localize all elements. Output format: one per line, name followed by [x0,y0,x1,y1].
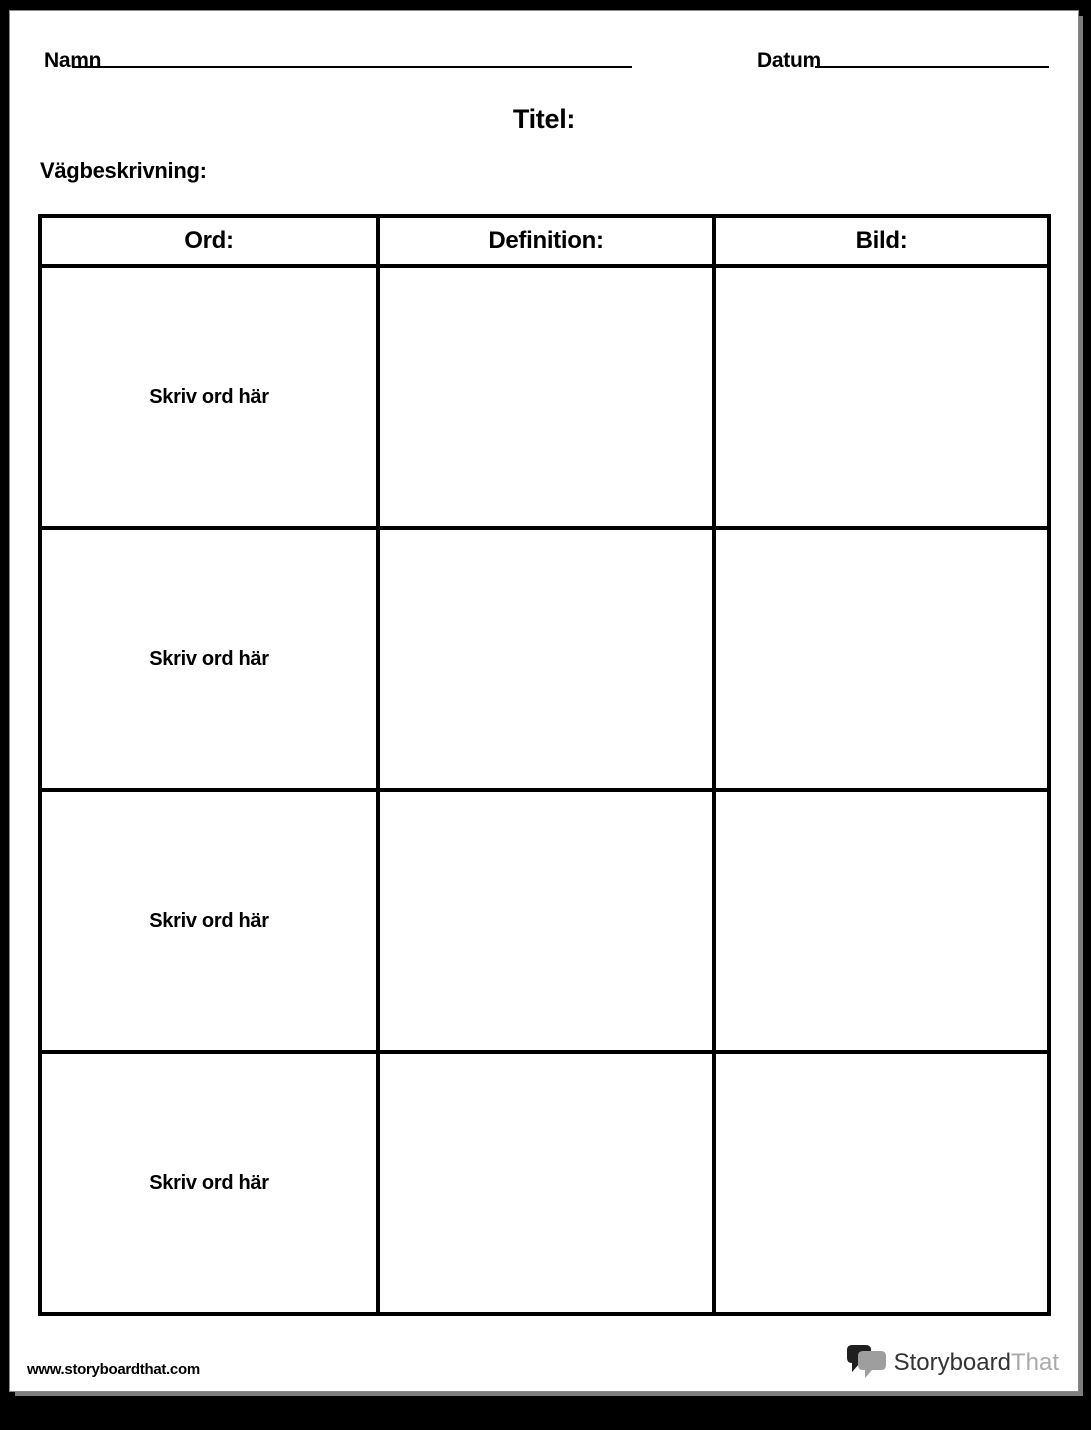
logo-text-primary: Storyboard [893,1349,1011,1376]
vocabulary-table [38,214,1051,1316]
table-row [40,528,1049,790]
name-label: Namn [44,49,102,72]
word-cell: Skriv ord här [40,266,378,528]
definition-cell [378,266,714,528]
image-cell [714,790,1049,1052]
title-label: Titel: [512,104,576,134]
name-fill-line [72,66,632,68]
worksheet-page [10,11,1078,1391]
definition-cell [378,790,714,1052]
speech-bubbles-icon [846,1344,888,1382]
storyboardthat-logo [846,1344,1059,1382]
definition-cell [378,1052,714,1314]
website-url: www.storyboardthat.com [27,1361,200,1378]
column-header-word: Ord: [40,216,378,266]
date-label: Datum [757,49,821,72]
column-header-image: Bild: [714,216,1049,266]
table-row [40,266,1049,528]
image-cell [714,266,1049,528]
word-cell: Skriv ord här [40,790,378,1052]
column-header-definition: Definition: [378,216,714,266]
word-cell: Skriv ord här [40,1052,378,1314]
logo-text-secondary: That [1010,1349,1059,1376]
date-fill-line [815,66,1049,68]
directions-label: Vägbeskrivning: [40,158,207,183]
table-row [40,1052,1049,1314]
word-cell: Skriv ord här [40,528,378,790]
image-cell [714,1052,1049,1314]
image-cell [714,528,1049,790]
table-row [40,790,1049,1052]
definition-cell [378,528,714,790]
table-header-row [40,216,1049,266]
